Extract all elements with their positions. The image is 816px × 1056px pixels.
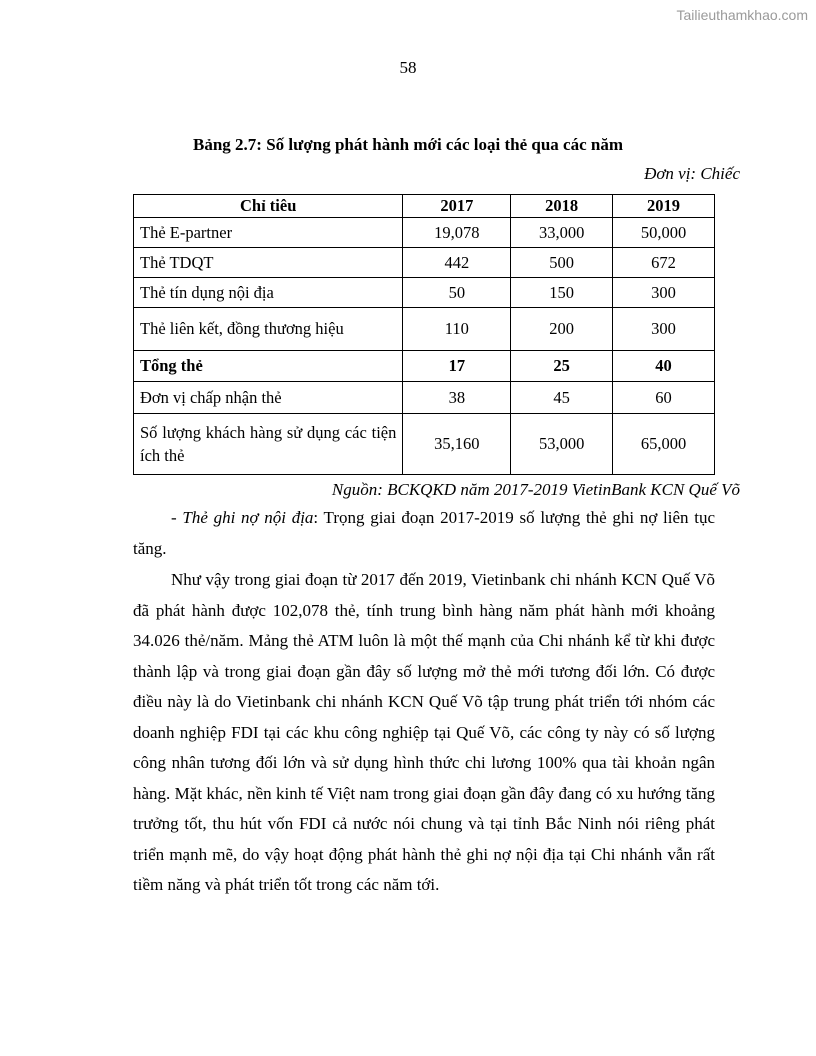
table-cell: 19,078 [403, 218, 511, 248]
row-label: Số lượng khách hàng sử dụng các tiện ích thẻ [134, 414, 403, 475]
table-cell: 45 [511, 382, 613, 414]
row-label: Thẻ E-partner [134, 218, 403, 248]
row-label: Thẻ tín dụng nội địa [134, 278, 403, 308]
header-cell: 2018 [511, 195, 613, 218]
table-cell: 500 [511, 248, 613, 278]
paragraph-debit-card [133, 503, 715, 564]
header-cell: 2017 [403, 195, 511, 218]
table-cell: 300 [613, 278, 715, 308]
source-note: Nguồn: BCKQKD năm 2017-2019 VietinBank KCN Quế Võ [331, 480, 740, 499]
table-cell: 50,000 [613, 218, 715, 248]
table-cell: 672 [613, 248, 715, 278]
paragraph-lead: - Thẻ ghi nợ nội địa [171, 508, 314, 527]
table-cell: 110 [403, 308, 511, 351]
row-label: Tổng thẻ [134, 351, 403, 382]
table-row [134, 382, 715, 414]
table-cell: 17 [403, 351, 511, 382]
header-cell: 2019 [613, 195, 715, 218]
table-cell: 50 [403, 278, 511, 308]
header-cell: Chỉ tiêu [134, 195, 403, 218]
table-row [134, 278, 715, 308]
table-row [134, 248, 715, 278]
table-cell: 33,000 [511, 218, 613, 248]
row-label: Đơn vị chấp nhận thẻ [134, 382, 403, 414]
total-row [134, 351, 715, 382]
table-cell: 60 [613, 382, 715, 414]
table-cell: 150 [511, 278, 613, 308]
table-cell: 40 [613, 351, 715, 382]
row-label: Thẻ liên kết, đồng thương hiệu [134, 308, 403, 351]
table-cell: 38 [403, 382, 511, 414]
table-cell: 442 [403, 248, 511, 278]
data-table [133, 194, 715, 475]
table-cell: 35,160 [403, 414, 511, 475]
watermark: Tailieuthamkhao.com [676, 7, 808, 23]
table-cell: 25 [511, 351, 613, 382]
table-cell: 300 [613, 308, 715, 351]
table-cell: 53,000 [511, 414, 613, 475]
page-number: 58 [399, 58, 417, 77]
row-label: Thẻ TDQT [134, 248, 403, 278]
paragraph-summary: Như vậy trong giai đoạn từ 2017 đến 2019, Vietinbank chi nhánh KCN Quế Võ đã phát hành được 102,078 thẻ, tính trung bình hàng năm phát hành mới khoảng 34.026 thẻ/năm. Mảng thẻ ATM luôn là một thế mạnh của Chi nhánh kể từ khi được thành lập và trong giai đoạn gần đây số lượng mở thẻ mới tương đối lớn. Có được điều này là do Vietinbank chi nhánh KCN Quế Võ tập trung phát triển tới nhóm các doanh nghiệp FDI tại các khu công nghiệp tại Quế Võ, các công ty này có số lượng công nhân tương đối lớn và sử dụng hình thức chi lương 100% qua tài khoản ngân hàng. Mặt khác, nền kinh tế Việt nam trong giai đoạn gần đây đang có xu hướng tăng trưởng tốt, thu hút vốn FDI cả nước nói chung và tại tỉnh Bắc Ninh nói riêng phát triển mạnh mẽ, do vậy hoạt động phát hành thẻ ghi nợ nội địa tại Chi nhánh vẫn rất tiềm năng và phát triển tốt trong các năm tới. [133, 570, 715, 894]
table-row [134, 218, 715, 248]
paragraph-text: : Trọng giai đoạn 2017-2019 số lượng thẻ ghi nợ liên tục tăng. [133, 508, 715, 558]
table-cell: 200 [511, 308, 613, 351]
unit-label: Đơn vị: Chiếc [644, 164, 740, 183]
table-header-row [134, 195, 715, 218]
table-cell: 65,000 [613, 414, 715, 475]
table-title: Bảng 2.7: Số lượng phát hành mới các loại thẻ qua các năm [193, 135, 623, 154]
table-row [134, 414, 715, 475]
table-row [134, 308, 715, 351]
